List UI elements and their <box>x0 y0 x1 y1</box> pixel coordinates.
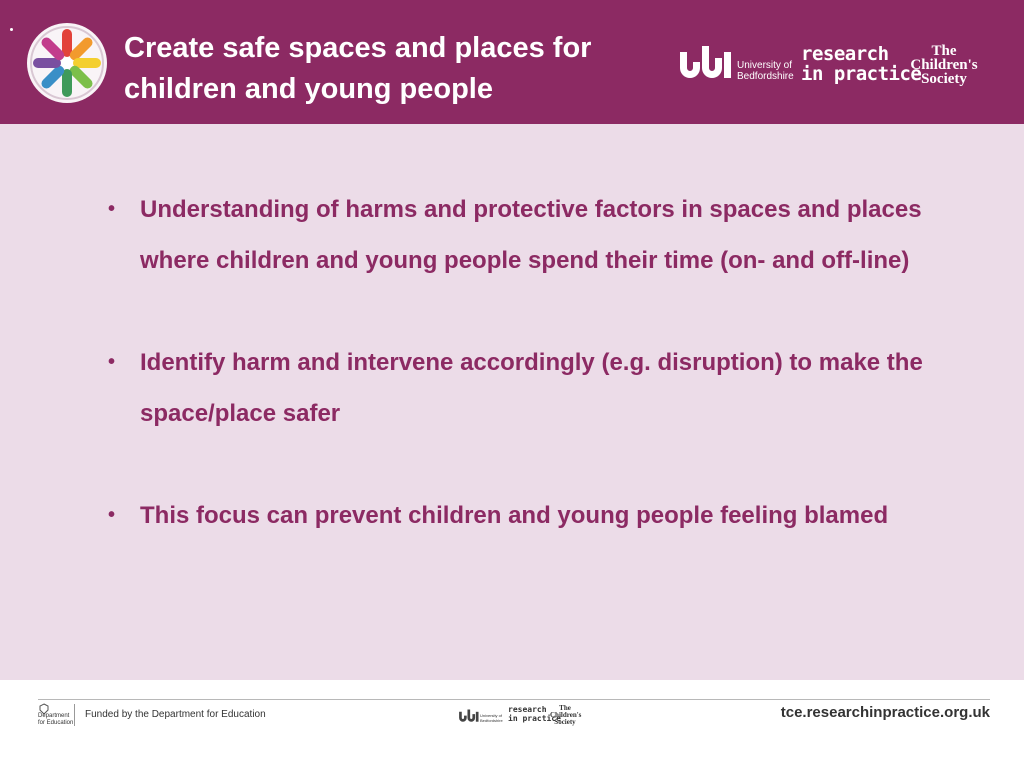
bullet-dot-icon: • <box>108 198 116 220</box>
dfe-line-2: for Education <box>38 720 74 726</box>
footer <box>0 680 1024 768</box>
childrens-society-logo <box>906 44 982 86</box>
research-in-practice-logo <box>801 44 921 84</box>
university-of-bedfordshire-logo-icon <box>678 42 734 84</box>
header-bar <box>0 0 1024 124</box>
mini-uob-line-1: University of <box>480 713 503 718</box>
uob-line-2: Bedfordshire <box>737 71 794 82</box>
tcs-line-1: The <box>931 43 957 59</box>
decorative-dot <box>10 28 13 31</box>
slide-content <box>0 124 1024 680</box>
tcs-line-2: Children's <box>910 57 978 73</box>
bullet-item <box>108 184 948 286</box>
footer-partner-logos <box>458 704 588 728</box>
dfe-logo <box>38 713 73 727</box>
mini-uob-wordmark <box>480 713 503 723</box>
rip-line-2: in practice <box>801 63 922 85</box>
mini-tcs-line-3: Society <box>554 718 576 726</box>
mini-childrens-society-logo <box>550 705 580 726</box>
bullet-item <box>108 337 948 439</box>
mini-rip-line-1: research <box>508 705 547 714</box>
tcs-line-3: Society <box>921 71 967 87</box>
bullet-text: Identify harm and intervene accordingly (e.g. disruption) to make the space/place safer <box>140 349 923 427</box>
mini-rip-line-2: in practice <box>508 714 561 723</box>
bullet-dot-icon: • <box>108 504 116 526</box>
footer-divider <box>38 699 990 700</box>
bullet-item <box>108 490 948 541</box>
bullet-dot-icon: • <box>108 351 116 373</box>
mini-uob-line-2: Bedfordshire <box>480 718 503 723</box>
title-line-1: Create safe spaces and places for <box>124 32 592 64</box>
mini-tcs-line-1: The <box>559 704 571 712</box>
uob-line-1: University of <box>737 60 793 71</box>
partner-logos <box>678 38 998 94</box>
funded-by-text: Funded by the Department for Education <box>85 709 266 720</box>
rip-line-1: research <box>801 43 889 65</box>
bullet-text: Understanding of harms and protective factors in spaces and places where children and young people spend their time (on- and off-line) <box>140 196 922 274</box>
uob-wordmark <box>737 60 794 82</box>
bullet-text: This focus can prevent children and young people feeling blamed <box>140 502 889 529</box>
university-of-bedfordshire-logo-icon <box>458 708 480 724</box>
page-title <box>124 28 644 110</box>
title-line-2: children and young people <box>124 73 493 105</box>
mini-tcs-line-2: Children's <box>550 711 582 719</box>
website-url: tce.researchinpractice.org.uk <box>780 704 990 721</box>
bullet-list <box>108 184 948 541</box>
dfe-line-1: Department <box>38 713 70 719</box>
footer-separator <box>74 704 75 726</box>
programme-wheel-logo <box>26 22 108 104</box>
